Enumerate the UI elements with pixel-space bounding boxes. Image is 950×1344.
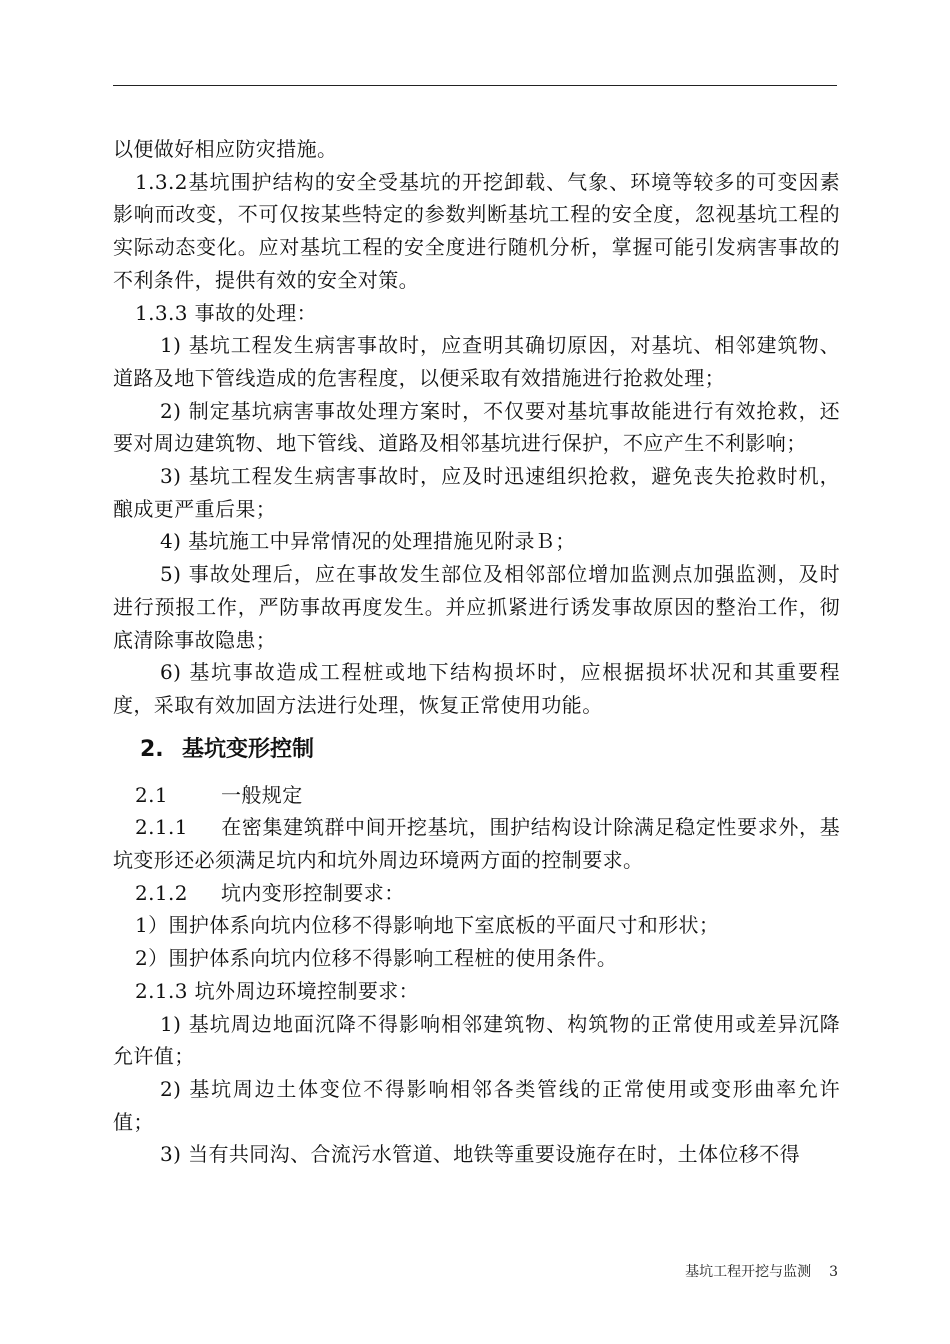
paragraph-1-3-3: 1.3.3 事故的处理： <box>135 300 318 325</box>
section-number: 2. <box>140 736 164 762</box>
page-footer <box>600 1261 838 1281</box>
list-item: 5) 事故处理后，应在事故发生部位及相邻部位增加监测点加强监测，及时进行预报工作，严防事故再度发生。并应抓紧进行诱发事故原因的整治工作，彻底清除事故隐患； <box>113 562 840 652</box>
clause-text: 在密集建筑群中间开挖基坑，围护结构设计除满足稳定性要求外，基坑变形还必须满足坑内和坑外周边环境两方面的控制要求。 <box>113 815 840 873</box>
clause-number: 2.1.1 <box>135 815 188 840</box>
list-item: 2）围护体系向坑内位移不得影响工程桩的使用条件。 <box>135 946 618 971</box>
paragraph-2-1-3: 2.1.3 坑外周边环境控制要求： <box>135 978 420 1003</box>
section-heading <box>140 735 840 765</box>
section-title: 基坑变形控制 <box>182 736 315 762</box>
list-item: 1) 基坑周边地面沉降不得影响相邻建筑物、构筑物的正常使用或差异沉降允许值； <box>113 1011 840 1069</box>
list-item: 1）围护体系向坑内位移不得影响地下室底板的平面尺寸和形状； <box>135 913 720 938</box>
page-body <box>113 133 840 1171</box>
list-item: 2) 制定基坑病害事故处理方案时，不仅要对基坑事故能进行有效抢救，还要对周边建筑物、地下管线、道路及相邻基坑进行保护，不应产生不利影响； <box>113 398 840 456</box>
paragraph-2-1-2 <box>113 877 840 910</box>
paragraph: 以便做好相应防灾措施。 <box>113 137 338 161</box>
subsection-title: 一般规定 <box>221 782 303 807</box>
list-item: 3) 基坑工程发生病害事故时，应及时迅速组织抢救，避免丧失抢救时机，酿成更严重后果； <box>113 464 840 521</box>
paragraph-2-1-1 <box>113 811 840 876</box>
subsection-number: 2.1 <box>135 782 169 807</box>
footer-title: 基坑工程开挖与监测 <box>685 1264 812 1280</box>
header-rule <box>113 85 837 86</box>
list-item: 1) 基坑工程发生病害事故时，应查明其确切原因，对基坑、相邻建筑物、道路及地下管线造成的危害程度，以便采取有效措施进行抢救处理； <box>113 333 840 390</box>
paragraph-1-3-2: 1.3.2基坑围护结构的安全受基坑的开挖卸载、气象、环境等较多的可变因素影响而改变，不可仅按某些特定的参数判断基坑工程的安全度，忽视基坑工程的实际动态变化。应对基坑工程的安全度进行随机分析，掌握可能引发病害事故的不利条件，提供有效的安全对策。 <box>113 169 840 292</box>
page-number: 3 <box>829 1264 838 1280</box>
clause-number: 2.1.2 <box>135 880 188 905</box>
subsection-2-1 <box>113 779 840 812</box>
list-item: 2) 基坑周边土体变位不得影响相邻各类管线的正常使用或变形曲率允许值； <box>113 1076 840 1134</box>
clause-text: 坑内变形控制要求： <box>221 880 405 905</box>
list-item: 4) 基坑施工中异常情况的处理措施见附录Ｂ； <box>160 529 576 554</box>
list-item: 6) 基坑事故造成工程桩或地下结构损坏时，应根据损坏状况和其重要程度，采取有效加固方法进行处理，恢复正常使用功能。 <box>113 660 840 717</box>
list-item: 3) 当有共同沟、合流污水管道、地铁等重要设施存在时，土体位移不得 <box>160 1142 801 1167</box>
